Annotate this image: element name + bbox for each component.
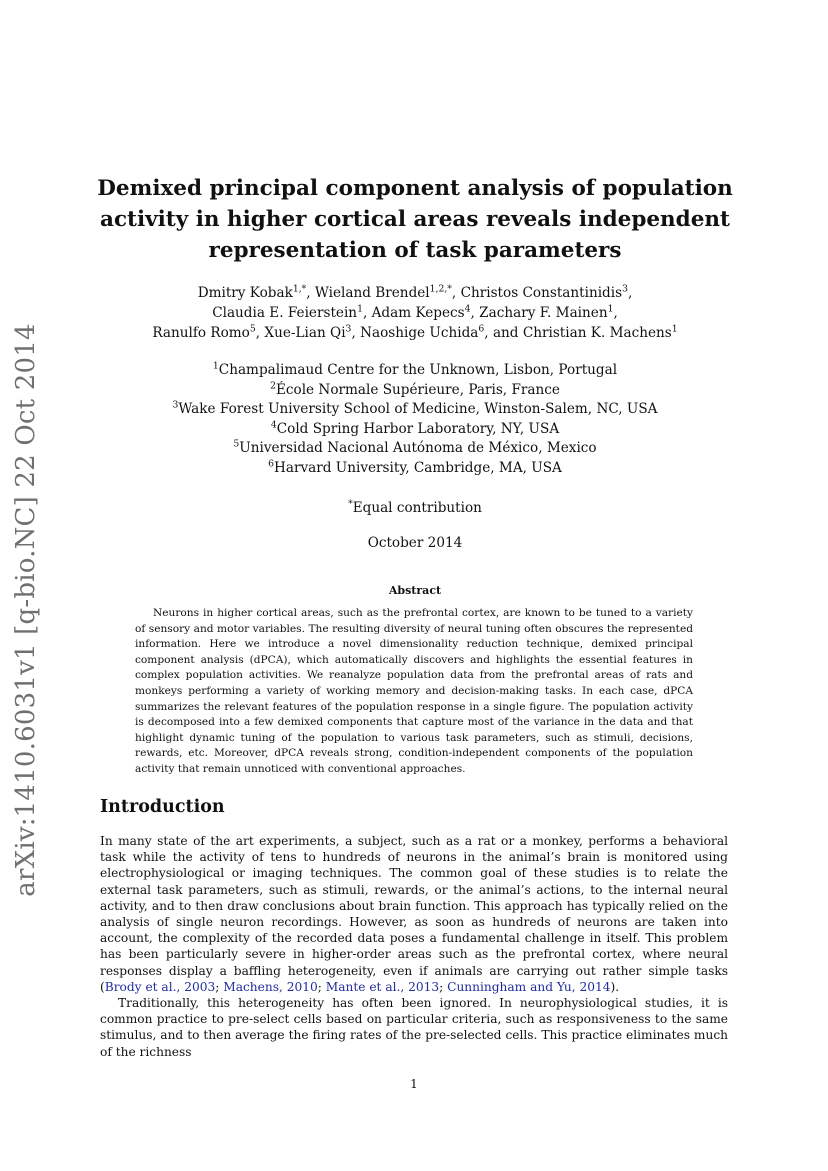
- author-affiliation-marker: 5: [249, 323, 256, 335]
- author-affiliation-marker: 3: [345, 323, 352, 335]
- author-affiliation-marker: 1: [357, 303, 363, 315]
- arxiv-identifier-text: arXiv:1410.6031v1 [q-bio.NC] 22 Oct 2014: [11, 323, 41, 897]
- introduction-heading: Introduction: [100, 797, 225, 817]
- affiliation-list: [110, 361, 720, 479]
- title-line: representation of task parameters: [208, 238, 622, 263]
- author-separator: ,: [362, 305, 372, 321]
- citation-link[interactable]: Cunningham and Yu, 2014: [447, 979, 611, 994]
- author-separator: , and: [484, 325, 523, 341]
- affiliation: [110, 381, 720, 401]
- arxiv-identifier-stamp: [2, 323, 50, 897]
- affiliation: [110, 439, 720, 459]
- abstract-body: [135, 606, 693, 778]
- author-affiliation-marker: 4: [464, 303, 471, 315]
- author-separator: ,: [451, 285, 461, 301]
- author-line: [110, 283, 720, 303]
- equal-contribution-text: Equal contribution: [352, 500, 482, 516]
- citation-link[interactable]: Brody et al., 2003: [104, 979, 216, 994]
- author-affiliation-marker: 1,2,*: [429, 283, 452, 295]
- author-name: Ranulfo Romo: [152, 325, 250, 341]
- paragraph-text-end: ).: [610, 979, 620, 994]
- author-line: [110, 323, 720, 343]
- author-name: Christos Constantinidis: [460, 285, 623, 301]
- affiliation-marker: 3: [172, 399, 179, 411]
- author-separator: ,: [470, 305, 480, 321]
- affiliation: [110, 400, 720, 420]
- author-affiliation-marker: 6: [478, 323, 485, 335]
- abstract-paragraph: Neurons in higher cortical areas, such as the prefrontal cortex, are known to be tuned to a variety of sensory and motor variables. The resulting diversity of neural tuning often obscures the represented information. Here we introduce a novel dimensionality reduction technique, demixed principal component analysis (dPCA), which automatically discovers and highlights the essential features in complex population activities. We reanalyze population data from the prefrontal areas of rats and monkeys performing a variety of working memory and decision-making tasks. In each case, dPCA summarizes the relevant features of the population response in a single figure. The population activity is decomposed into a few demixed components that capture most of the variance in the data and that highlight dynamic tuning of the population to various task parameters, such as stimuli, decisions, rewards, etc. Moreover, dPCA reveals strong, condition-independent components of the population activity that remain unnoticed with conventional approaches.: [135, 607, 693, 775]
- affiliation-text: Wake Forest University School of Medicine, Winston-Salem, NC, USA: [178, 401, 658, 418]
- author-name: Xue-Lian Qi: [264, 325, 346, 341]
- author-name: Adam Kepecs: [371, 305, 465, 321]
- author-separator: ,: [627, 285, 633, 301]
- title-line: activity in higher cortical areas reveals independent: [100, 207, 730, 232]
- affiliation: [110, 459, 720, 479]
- citation-separator: ;: [317, 979, 326, 994]
- author-separator: ,: [255, 325, 265, 341]
- author-name: Wieland Brendel: [314, 285, 430, 301]
- citation-link[interactable]: Mante et al., 2013: [325, 979, 440, 994]
- affiliation-text: Champalimaud Centre for the Unknown, Lisbon, Portugal: [218, 362, 618, 378]
- affiliation: [110, 420, 720, 440]
- affiliation-marker: 5: [233, 438, 240, 450]
- paragraph-text: In many state of the art experiments, a subject, such as a rat or a monkey, performs a behavioral task while the activity of tens to hundreds of neurons in the animal’s brain is monitored using electrophysiological or imaging techniques. The common goal of these studies is to relate the external task parameters, such as stimuli, rewards, or the animal’s actions, to the internal neural activity, and to then draw conclusions about brain function. This approach has typically relied on the analysis of single neuron recordings. However, as soon as hundreds of neurons are taken into account, the complexity of the recorded data poses a fundamental challenge in itself. This problem has been particularly severe in higher-order areas such as the prefrontal cortex, where neural responses display a baffling heterogeneity, even if animals are carrying out rather simple tasks (: [100, 834, 728, 994]
- affiliation-text: Universidad Nacional Autónoma de México, Mexico: [239, 440, 597, 457]
- author-name: Christian K. Machens: [522, 325, 672, 341]
- author-list: [110, 283, 720, 343]
- citation-link[interactable]: Machens, 2010: [223, 979, 318, 994]
- affiliation-marker: 4: [270, 419, 277, 431]
- affiliation-marker: 2: [270, 380, 276, 392]
- citation-separator: ;: [215, 979, 224, 994]
- affiliation-text: École Normale Supérieure, Paris, France: [275, 381, 560, 398]
- author-separator: ,: [306, 285, 315, 301]
- affiliation-marker: 6: [268, 458, 275, 470]
- author-separator: ,: [613, 305, 618, 321]
- publication-date: October 2014: [367, 535, 463, 551]
- author-separator: ,: [351, 325, 361, 341]
- author-affiliation-marker: 3: [622, 283, 628, 295]
- affiliation-text: Cold Spring Harbor Laboratory, NY, USA: [276, 420, 560, 437]
- introduction-body: [100, 833, 728, 1060]
- author-name: Naoshige Uchida: [360, 325, 479, 341]
- author-affiliation-marker: 1,*: [292, 283, 307, 295]
- citation-separator: ;: [439, 979, 448, 994]
- author-affiliation-marker: 1: [671, 323, 678, 335]
- author-line: [110, 303, 720, 323]
- page-number: 1: [410, 1077, 418, 1091]
- affiliation: [110, 361, 720, 381]
- abstract-heading: Abstract: [388, 584, 442, 597]
- affiliation-marker: 1: [212, 360, 219, 372]
- introduction-paragraph: [100, 833, 728, 995]
- author-affiliation-marker: 1: [607, 303, 614, 315]
- title-line: Demixed principal component analysis of population: [97, 176, 733, 201]
- equal-contribution-marker: *: [348, 498, 353, 510]
- equal-contribution-note: [110, 500, 720, 516]
- paper-title: [60, 173, 770, 266]
- author-name: Dmitry Kobak: [197, 285, 293, 301]
- introduction-paragraph: Traditionally, this heterogeneity has often been ignored. In neurophysiological studies, it is common practice to pre-select cells based on particular criteria, such as responsiveness to the same stimulus, and to then average the firing rates of the pre-selected cells. This practice eliminates much of the richness: [100, 996, 728, 1059]
- author-name: Zachary F. Mainen: [479, 305, 608, 321]
- affiliation-text: Harvard University, Cambridge, MA, USA: [274, 459, 562, 476]
- author-name: Claudia E. Feierstein: [212, 305, 358, 321]
